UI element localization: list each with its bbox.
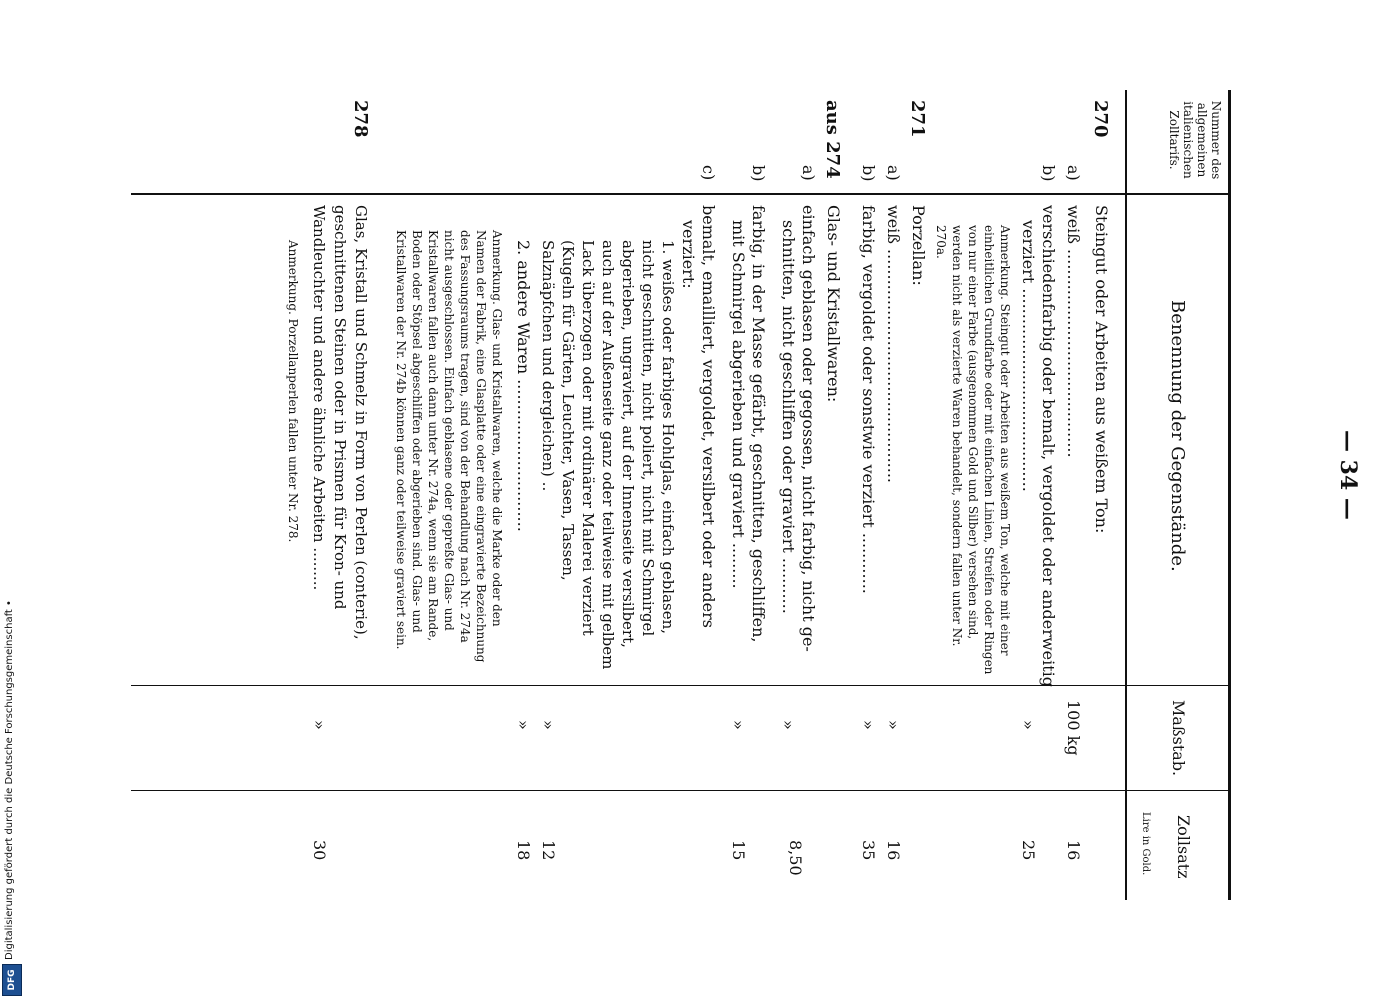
text-274a-cont: schnitten, nicht geschliffen oder graviert ...........	[779, 220, 798, 614]
number-271: 271	[907, 100, 928, 138]
rate-270b: 25	[1019, 840, 1038, 861]
sub-270b: b)	[1039, 165, 1058, 182]
unit-274c1: »	[539, 720, 558, 730]
text-271b: farbig, vergoldet oder sonstwie verziert ............	[859, 205, 878, 594]
text-274c: bemalt, emailliert, vergoldet, versilbert oder anders	[699, 205, 718, 628]
unit-274a: »	[779, 720, 798, 730]
page-number: — 34 —	[1335, 430, 1361, 520]
text-271: Porzellan:	[909, 205, 928, 286]
header-name: Benennung der Gegenstände.	[1167, 300, 1188, 572]
sub-274c: c)	[699, 165, 718, 181]
rate-274b: 15	[729, 840, 748, 861]
rate-274c1: 12	[539, 840, 558, 861]
table-top-rule	[1228, 90, 1231, 900]
col-divider-2	[131, 685, 1231, 686]
header-rate: Zollsatz	[1174, 815, 1193, 879]
text-274c1: 1. weißes oder farbiges Hohlglas, einfach geblasen, nicht geschnitten, nicht poliert, nicht mit Schmirgel abgerieben, ungraviert, auf der Innenseite versilbert, auch auf der Außenseite ganz oder teilweise mit gelbem Lack überzogen oder mit ordinärer Malerei verziert (Kugeln für Gärten, Leuchter, Vasen, Tassen, Salznäpfchen und dergleichen) ..	[539, 240, 677, 670]
text-270b-cont: verziert ........................................	[1019, 220, 1038, 492]
rate-274a: 8,50	[786, 840, 805, 876]
sub-271a: a)	[884, 165, 903, 181]
text-274c2: 2. andere Waren ..............................	[514, 240, 533, 532]
rate-270a: 16	[1064, 840, 1083, 861]
unit-278: »	[310, 720, 329, 730]
unit-274c2: »	[514, 720, 533, 730]
number-274: aus 274	[822, 100, 843, 179]
text-278: Glas, Kristall und Schmelz in Form von Perlen (conterie), geschnittenen Steinen oder in Prismen für Kron- und Wandleuchter und andere ähnliche Arbeiten .........	[310, 205, 370, 640]
sub-274b: b)	[749, 165, 768, 182]
text-270: Steingut oder Arbeiten aus weißem Ton:	[1092, 205, 1111, 534]
text-274c-cont: verziert:	[679, 220, 698, 289]
sub-274a: a)	[799, 165, 818, 181]
unit-270b: »	[1019, 720, 1038, 730]
col-divider-1	[131, 193, 1231, 195]
footer-text: Digitalisierung gefördert durch die Deutsche Forschungsgemeinschaft •	[4, 600, 15, 960]
text-270b: verschiedenfarbig oder bemalt, vergoldet oder anderweitig	[1039, 205, 1058, 687]
number-278: 278	[350, 100, 371, 138]
unit-270a: 100 kg	[1064, 700, 1083, 756]
dfg-logo: DFG	[2, 964, 22, 996]
unit-271b: »	[859, 720, 878, 730]
text-274b: farbig, in der Masse gefärbt, geschnitten, geschliffen,	[749, 205, 768, 643]
text-271a: weiß ..............................................	[884, 205, 903, 484]
note-278: Anmerkung. Porzellanperlen fallen unter Nr. 278.	[286, 240, 300, 543]
note-270: Anmerkung. Steingut oder Arbeiten aus weißem Ton, welche mit einer einheitlichen Grundfarbe oder mit einfachen Linien, Streifen oder Ringen von nur einer Farbe (ausgenommen Gold und Silber) versehen sind, werden nicht als verzierte Waren behandelt, sondern fallen unter Nr. 270a.	[934, 225, 1012, 675]
digitization-footer	[0, 0, 26, 1000]
header-number: Nummer des allgemeinen italienischen Zolltarifs.	[1167, 100, 1223, 180]
number-270: 270	[1090, 100, 1111, 138]
table-header-rule	[1125, 90, 1127, 900]
unit-274b: »	[729, 720, 748, 730]
header-unit: Maßstab.	[1169, 700, 1188, 777]
rate-274c2: 18	[514, 840, 533, 861]
rate-271b: 35	[859, 840, 878, 861]
header-rate-sub: Lire in Gold.	[1140, 812, 1151, 876]
col-divider-3	[131, 790, 1231, 791]
rate-278: 30	[310, 840, 329, 861]
sub-270a: a)	[1064, 165, 1083, 181]
text-274: Glas- und Kristallwaren:	[824, 205, 843, 403]
rate-271a: 16	[884, 840, 903, 861]
sub-271b: b)	[859, 165, 878, 182]
text-274b-cont: mit Schmirgel abgerieben und graviert .........	[729, 220, 748, 589]
text-274a: einfach geblasen oder gegossen, nicht farbig, nicht ge-	[799, 205, 818, 652]
unit-271a: »	[884, 720, 903, 730]
text-270a: weiß .........................................	[1064, 205, 1083, 458]
note-274: Anmerkung. Glas- und Kristallwaren, welche die Marke oder den Namen der Fabrik, eine Glasplatte oder eine eingravierte Bezeichnung des Fassungsraums tragen, sind von der Behandlung nach Nr. 274a nicht ausgeschlossen. Einfach geblasene oder gepreßte Glas- und Kristallwaren fallen auch dann unter Nr. 274a, wenn sie am Rande, Boden oder Stöpsel abgeschliffen oder abgerieben sind. Glas- und Kristallwaren der Nr. 274b können ganz oder teilweise graviert sein.	[394, 230, 504, 663]
